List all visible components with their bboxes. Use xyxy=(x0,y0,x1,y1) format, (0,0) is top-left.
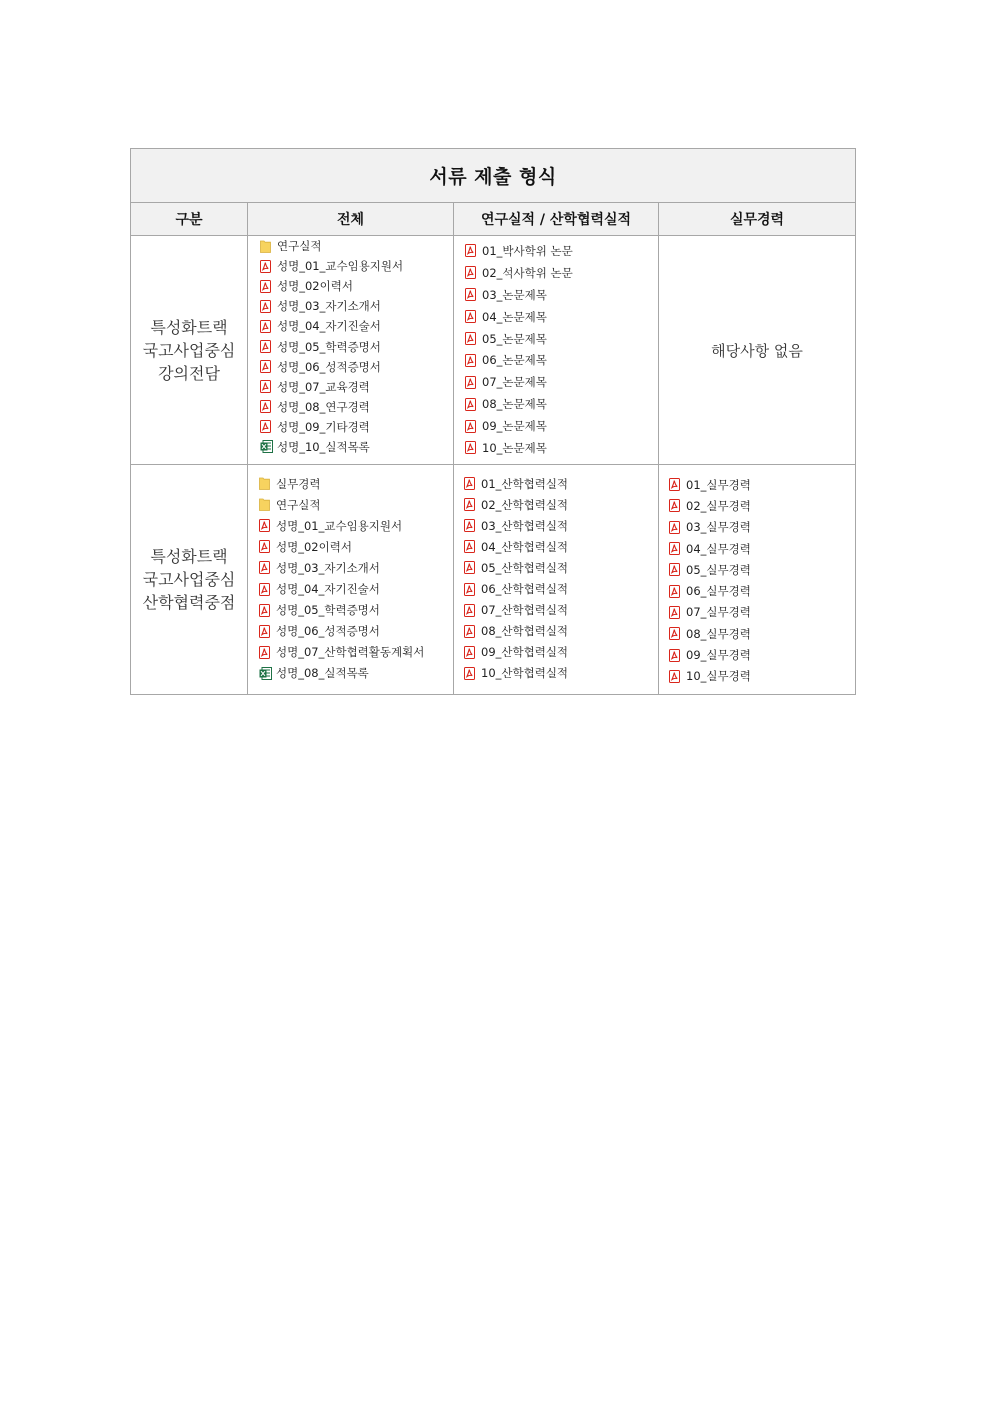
category-line: 국고사업중심 xyxy=(142,570,236,589)
pdf-icon xyxy=(465,288,476,301)
list-item xyxy=(464,557,658,578)
pdf-icon xyxy=(259,519,270,532)
list-item xyxy=(259,557,453,578)
list-item xyxy=(259,473,453,494)
file-name: 03_논문제목 xyxy=(482,287,547,302)
experience-none-cell xyxy=(659,236,856,465)
file-name: 02_산학협력실적 xyxy=(481,497,569,512)
table-row xyxy=(131,236,856,465)
list-item xyxy=(260,336,453,356)
file-list xyxy=(248,465,453,684)
pdf-icon xyxy=(465,332,476,345)
file-name: 성명_03_자기소개서 xyxy=(276,560,380,575)
list-item xyxy=(260,377,453,397)
list-item xyxy=(259,642,453,663)
pdf-icon xyxy=(669,542,680,555)
pdf-icon xyxy=(260,380,271,393)
file-name: 06_논문제목 xyxy=(482,353,547,368)
category-line: 특성화트랙 xyxy=(150,317,228,337)
file-name: 성명_07_교육경력 xyxy=(277,379,370,394)
folder-icon xyxy=(260,240,271,253)
file-name: 02_실무경력 xyxy=(686,498,751,513)
pdf-icon xyxy=(260,340,271,353)
list-item xyxy=(259,494,453,515)
list-item xyxy=(259,621,453,642)
list-item xyxy=(260,236,453,256)
list-item xyxy=(465,306,658,328)
file-name: 08_실무경력 xyxy=(686,626,751,641)
header-experience: 실무경력 xyxy=(659,203,856,236)
pdf-icon xyxy=(669,670,680,683)
list-item xyxy=(260,417,453,437)
list-item xyxy=(669,666,855,687)
file-name: 성명_07_산학협력활동계획서 xyxy=(276,645,425,660)
list-item xyxy=(465,328,658,350)
list-item xyxy=(464,663,658,684)
category-line: 특성화트랙 xyxy=(150,547,228,566)
category-line: 산학협력중점 xyxy=(142,593,236,612)
all-files-cell xyxy=(248,236,454,465)
category-line: 강의전담 xyxy=(158,363,220,383)
file-list xyxy=(659,465,855,687)
file-name: 성명_06_성적증명서 xyxy=(276,624,380,639)
file-name: 09_논문제목 xyxy=(482,419,547,434)
pdf-icon xyxy=(464,540,475,553)
table-title: 서류 제출 형식 xyxy=(131,149,856,203)
pdf-icon xyxy=(669,499,680,512)
pdf-icon xyxy=(465,244,476,257)
file-name: 성명_01_교수임용지원서 xyxy=(277,259,404,274)
file-list xyxy=(248,236,453,457)
list-item xyxy=(669,474,855,495)
file-name: 10_산학협력실적 xyxy=(481,666,569,681)
file-name: 07_실무경력 xyxy=(686,605,751,620)
file-list xyxy=(454,236,658,459)
list-item xyxy=(259,600,453,621)
file-name: 01_박사학위 논문 xyxy=(482,243,573,258)
pdf-icon xyxy=(465,310,476,323)
list-item xyxy=(669,623,855,644)
list-item xyxy=(259,663,453,684)
file-name: 09_산학협력실적 xyxy=(481,645,569,660)
pdf-icon xyxy=(260,320,271,333)
pdf-icon xyxy=(465,441,476,454)
pdf-icon xyxy=(465,398,476,411)
file-name: 성명_10_실적목록 xyxy=(277,439,370,454)
excel-icon xyxy=(260,440,271,453)
pdf-icon xyxy=(464,519,475,532)
pdf-icon xyxy=(669,521,680,534)
research-files-cell xyxy=(454,236,659,465)
list-item xyxy=(464,515,658,536)
category-line: 국고사업중심 xyxy=(142,340,236,360)
list-item xyxy=(464,536,658,557)
pdf-icon xyxy=(259,561,270,574)
folder-icon xyxy=(259,477,270,490)
file-name: 실무경력 xyxy=(276,476,321,491)
file-name: 성명_03_자기소개서 xyxy=(277,299,381,314)
pdf-icon xyxy=(464,667,475,680)
file-name: 03_산학협력실적 xyxy=(481,518,569,533)
list-item xyxy=(260,437,453,457)
pdf-icon xyxy=(464,625,475,638)
pdf-icon xyxy=(260,300,271,313)
list-item xyxy=(465,437,658,459)
file-name: 05_산학협력실적 xyxy=(481,560,569,575)
pdf-icon xyxy=(260,420,271,433)
pdf-icon xyxy=(464,498,475,511)
pdf-icon xyxy=(464,646,475,659)
file-list xyxy=(454,465,658,684)
list-item xyxy=(260,296,453,316)
file-name: 08_산학협력실적 xyxy=(481,624,569,639)
pdf-icon xyxy=(260,280,271,293)
pdf-icon xyxy=(465,420,476,433)
list-item xyxy=(464,600,658,621)
file-name: 04_논문제목 xyxy=(482,309,547,324)
list-item xyxy=(260,316,453,336)
pdf-icon xyxy=(259,646,270,659)
file-name: 성명_05_학력증명서 xyxy=(276,603,380,618)
file-name: 05_실무경력 xyxy=(686,562,751,577)
file-name: 04_실무경력 xyxy=(686,541,751,556)
file-name: 성명_02이력서 xyxy=(276,539,352,554)
none-text: 해당사항 없음 xyxy=(711,341,803,360)
list-item xyxy=(464,642,658,663)
list-item xyxy=(669,517,855,538)
list-item xyxy=(465,284,658,306)
file-name: 성명_05_학력증명서 xyxy=(277,339,381,354)
list-item xyxy=(669,538,855,559)
list-item xyxy=(465,393,658,415)
list-item xyxy=(260,256,453,276)
list-item xyxy=(465,262,658,284)
pdf-icon xyxy=(259,604,270,617)
header-category: 구분 xyxy=(131,203,248,236)
list-item xyxy=(464,473,658,494)
list-item xyxy=(260,397,453,417)
list-item xyxy=(260,276,453,296)
folder-icon xyxy=(259,498,270,511)
pdf-icon xyxy=(465,376,476,389)
file-name: 성명_08_연구경력 xyxy=(277,399,370,414)
file-name: 10_실무경력 xyxy=(686,669,751,684)
pdf-icon xyxy=(259,625,270,638)
list-item xyxy=(669,644,855,665)
pdf-icon xyxy=(260,260,271,273)
pdf-icon xyxy=(669,606,680,619)
pdf-icon xyxy=(669,585,680,598)
file-name: 02_석사학위 논문 xyxy=(482,265,573,280)
category-cell xyxy=(131,465,248,695)
file-name: 성명_09_기타경력 xyxy=(277,419,370,434)
pdf-icon xyxy=(260,400,271,413)
pdf-icon xyxy=(464,561,475,574)
pdf-icon xyxy=(259,583,270,596)
list-item xyxy=(259,578,453,599)
pdf-icon xyxy=(464,477,475,490)
list-item xyxy=(259,536,453,557)
file-name: 06_산학협력실적 xyxy=(481,582,569,597)
pdf-icon xyxy=(669,627,680,640)
file-name: 08_논문제목 xyxy=(482,397,547,412)
research-files-cell xyxy=(454,465,659,695)
list-item xyxy=(465,240,658,262)
list-item xyxy=(259,515,453,536)
file-name: 01_산학협력실적 xyxy=(481,476,569,491)
header-research: 연구실적 / 산학협력실적 xyxy=(454,203,659,236)
file-name: 10_논문제목 xyxy=(482,440,547,455)
file-name: 성명_08_실적목록 xyxy=(276,666,369,681)
list-item xyxy=(669,495,855,516)
pdf-icon xyxy=(260,360,271,373)
list-item xyxy=(669,559,855,580)
pdf-icon xyxy=(669,649,680,662)
all-files-cell xyxy=(248,465,454,695)
excel-icon xyxy=(259,667,270,680)
file-name: 06_실무경력 xyxy=(686,584,751,599)
file-name: 성명_04_자기진술서 xyxy=(277,319,381,334)
file-name: 성명_06_성적증명서 xyxy=(277,359,381,374)
file-name: 연구실적 xyxy=(277,239,322,254)
list-item xyxy=(465,371,658,393)
file-name: 연구실적 xyxy=(276,497,321,512)
pdf-icon xyxy=(464,604,475,617)
list-item xyxy=(465,415,658,437)
file-name: 07_논문제목 xyxy=(482,375,547,390)
file-name: 성명_01_교수임용지원서 xyxy=(276,518,403,533)
file-name: 07_산학협력실적 xyxy=(481,603,569,618)
table-row xyxy=(131,465,856,695)
file-name: 성명_04_자기진술서 xyxy=(276,582,380,597)
submission-format-table xyxy=(130,148,856,695)
pdf-icon xyxy=(465,354,476,367)
list-item xyxy=(669,580,855,601)
pdf-icon xyxy=(669,478,680,491)
list-item xyxy=(669,602,855,623)
list-item xyxy=(260,357,453,377)
file-name: 03_실무경력 xyxy=(686,520,751,535)
file-name: 04_산학협력실적 xyxy=(481,539,569,554)
file-name: 05_논문제목 xyxy=(482,331,547,346)
file-name: 09_실무경력 xyxy=(686,648,751,663)
file-name: 01_실무경력 xyxy=(686,477,751,492)
list-item xyxy=(464,494,658,515)
list-item xyxy=(464,578,658,599)
pdf-icon xyxy=(465,266,476,279)
experience-files-cell xyxy=(659,465,856,695)
pdf-icon xyxy=(259,540,270,553)
file-name: 성명_02이력서 xyxy=(277,279,353,294)
header-all: 전체 xyxy=(248,203,454,236)
list-item xyxy=(464,621,658,642)
pdf-icon xyxy=(669,563,680,576)
pdf-icon xyxy=(464,583,475,596)
list-item xyxy=(465,349,658,371)
category-cell xyxy=(131,236,248,465)
